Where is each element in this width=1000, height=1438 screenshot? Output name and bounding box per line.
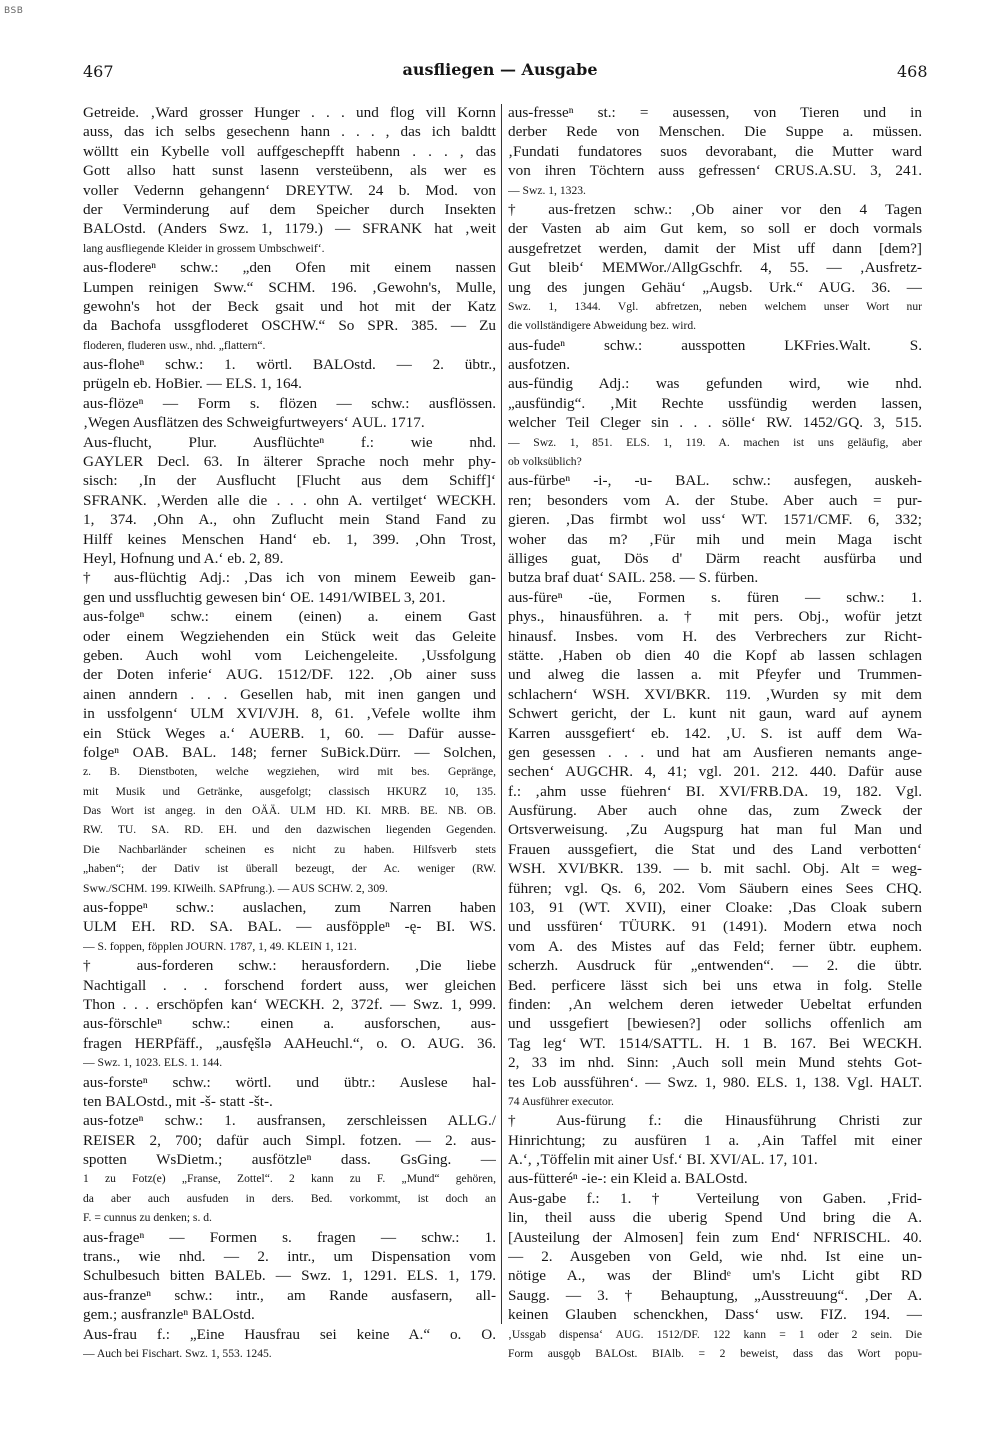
text-line: Bed. perficere lässt sich bei uns etwa in folg. Stelle: [508, 976, 922, 994]
text-line: aus-franzeⁿ schw.: intr., am Rande ausfasern, all-: [83, 1286, 496, 1304]
left-column: [83, 103, 496, 1363]
running-head: ausfliegen — Ausgabe: [402, 60, 598, 79]
text-line: schlachern‘ WSH. XVI/BKR. 119. ‚Wurden sy mit dem: [508, 685, 922, 703]
text-line: aus-foppeⁿ schw.: auslachen, zum Narren haben: [83, 899, 496, 917]
text-line: A.‘, ‚Töffelin mit ainer Usf.‘ BI. XVI/AL. 17, 101.: [508, 1151, 818, 1169]
text-line: der Vasten ab aim Gut kem, so soll er doch vormals: [508, 220, 922, 238]
text-line: wölltt ein Kybelle voll auffgeschepfft habenn . . . , das: [83, 142, 496, 160]
text-line: in ussfolgenn‘ ULM XVI/VJH. 8, 61. ‚Vefele wollte ihm: [83, 705, 496, 723]
text-line: geben. Auch wohl vom Leichengeleite. ‚Ussfolgung: [83, 646, 496, 664]
text-line: Frauen aussgefiert, die Stat und des Land verbotten‘: [508, 840, 922, 858]
text-line: Aus-frau f.: „Eine Hausfrau sei keine A.“ o. O.: [83, 1325, 496, 1343]
text-line: aus-folgeⁿ schw.: einem (einen) a. einem Gast: [83, 608, 496, 626]
text-line: und ussgefiert [bewiesen?] oder sollichs offenlich am: [508, 1015, 922, 1033]
text-line: ob volksüblich?: [508, 455, 582, 469]
text-line: † aus-forderen schw.: herausfordern. ‚Die liebe: [83, 957, 496, 975]
text-line: † aus-flüchtig Adj.: ‚Das ich von minem Eeweib gan-: [83, 569, 496, 587]
library-mark: BSB: [4, 6, 24, 16]
text-line: phys., hinausführen. a. † mit pers. Obj., wofür jetzt: [508, 608, 922, 626]
text-line: [Austeilung der Almosen] fein zum End‘ NFRISCHL. 40.: [508, 1228, 922, 1246]
text-line: von ihren Töchtern auss gefressen‘ CRUS.A.SU. 3, 241.: [508, 162, 922, 180]
page-number-left: 467: [83, 62, 114, 81]
text-line: „haben“; der Dativ ist überall bezeugt, der Ac. weniger (RW.: [83, 862, 496, 876]
column-divider: [501, 104, 502, 1324]
text-line: ‚Wegen Ausflätzen des Schweigfurtweyers‘ AUL. 1717.: [83, 414, 425, 432]
text-line: — Swz. 1, 851. ELS. 1, 119. A. machen ist uns geläufig, aber: [508, 435, 922, 449]
text-line: aus-fresseⁿ st.: = ausessen, von Tieren und in: [508, 104, 922, 121]
text-line: „ausfündig“. ‚Mit Rechte ussfündig werden lassen,: [508, 394, 922, 412]
text-line: ‚Fundati fundatores suos devorabant, die Mutter ward: [508, 142, 922, 160]
text-line: Gott allso hatt sunst lasenn versteübenn, als wer es: [83, 162, 496, 180]
text-line: da Bachofa ussgfloderet OSCHW.“ So SPR. 385. — Zu: [83, 317, 496, 335]
text-line: RW. TU. SA. RD. EH. und den dazwischen liegenden Gegenden.: [83, 823, 496, 837]
text-line: spotten WsDietm.; ausfötzleⁿ dass. GsGing. —: [83, 1151, 496, 1169]
right-column: [508, 103, 922, 1363]
text-line: aus-förschleⁿ schw.: einen a. ausforschen, aus-: [83, 1015, 496, 1033]
text-line: mit Musik und Getränke, ausgefolgt; classisch HKURZ 10, 135.: [83, 784, 496, 798]
text-line: sisch: ‚In der Ausflucht [Flucht aus dem Schiff]‘: [83, 472, 496, 490]
text-line: Sww./SCHM. 199. KIWeilh. SAPfrung.). — AUS SCHW. 2, 309.: [83, 881, 388, 895]
text-line: Thon . . . erschöpfen kan‘ WECKH. 2, 372f. — Swz. 1, 999.: [83, 995, 496, 1013]
text-line: — S. foppen, föpplen JOURN. 1787, 1, 49. KLEIN 1, 121.: [83, 939, 357, 953]
text-line: ausgefretzet werden, damit der Mist uff dann [dem?]: [508, 239, 922, 257]
text-line: — Auch bei Fischart. Swz. 1, 553. 1245.: [83, 1347, 272, 1360]
text-line: WSH. XVI/BKR. 139. — b. mit sachl. Obj. Alt = weg-: [508, 860, 922, 878]
text-line: 2, 33 im nhd. Sinn: ‚Auch soll mein Mund stehts Got-: [508, 1054, 922, 1072]
text-line: voller Vedernn gehangenn‘ DREYTW. 24 b. Mod. von: [83, 181, 496, 199]
text-line: auss, das ich selbs gesechenn hann . . . , das ich baldtt: [83, 123, 496, 141]
text-line: fragen HERPfäff., „ausfęšlə AAHeuchl.“, o. O. AUG. 36.: [83, 1034, 496, 1052]
text-line: aus-fündig Adj.: was gefunden wird, wie nhd.: [508, 375, 922, 393]
text-line: f.: ‚ahm usse füehren‘ BI. XVI/FRB.DA. 19, 182. Vgl.: [508, 782, 922, 800]
text-line: aus-fotzeⁿ schw.: 1. ausfransen, zerschleissen ALLG./: [83, 1112, 496, 1130]
text-line: stätte. ‚Haben ob dien 40 die Kopf ab lassen schlagen: [508, 646, 922, 664]
text-line: aus-frageⁿ — Formen s. fragen — schw.: 1.: [83, 1228, 496, 1246]
text-line: 103, 91 (WT. XVII), einer Cloake: ‚Das Cloak subern: [508, 899, 922, 917]
text-line: sechen‘ AUGCHR. 4, 41; vgl. 201. 212. 440. Dafür ause: [508, 763, 922, 781]
text-line: lin, theil auss die uberig Spend Und bring die A.: [508, 1209, 922, 1227]
text-line: z. B. Dienstboten, welche wegziehen, wird mit bes. Gepränge,: [83, 765, 496, 779]
text-line: ausfotzen.: [508, 356, 570, 374]
text-line: der Doten inferie‘ AUG. 1512/DF. 122. ‚Ob ainer suss: [83, 666, 496, 684]
text-line: älliges guat, Dös d' Därm reacht ausfürba und: [508, 549, 922, 567]
text-line: ULM EH. RD. SA. BAL. — ausföppleⁿ -ę- BI. WS.: [83, 918, 496, 936]
text-line: F. = cunnus zu denken; s. d.: [83, 1211, 212, 1225]
text-line: vom A. des Mistes auf das Feld; ferner übtr. euphem.: [508, 937, 922, 955]
text-line: REISER 2, 700; dafür auch Simpl. fotzen. — 2. aus-: [83, 1131, 496, 1149]
text-line: — Swz. 1, 1023. ELS. 1. 144.: [83, 1056, 223, 1070]
text-line: aus-floheⁿ schw.: 1. wörtl. BALOstd. — 2. übtr.,: [83, 356, 496, 374]
text-line: Die Nachbarländer scheinen es nicht zu haben. Hilfsverb stets: [83, 842, 496, 856]
text-line: floderen, fluderen usw., nhd. „flattern“.: [83, 338, 266, 352]
text-line: welcher Teil Cleger sin . . . sölle‘ RW. 1452/GQ. 3, 515.: [508, 414, 922, 432]
text-line: da aber auch ausfuden in ders. Bed. vorkommt, ist doch an: [83, 1191, 496, 1205]
text-line: lang ausfliegende Kleider in grossem Umbschweif‘.: [83, 241, 325, 255]
text-line: Swz. 1, 1344. Vgl. abfretzen, neben welchem unser Wort nur: [508, 299, 922, 313]
text-line: Ausfürung. Aber auch ohne das, zum Zweck der: [508, 802, 922, 820]
text-line: aus-füreⁿ -üe, Formen s. füren — schw.: 1.: [508, 588, 922, 606]
text-line: gen und ussfluchtig gewesen bin‘ OE. 1491/WIBEL 3, 201.: [83, 588, 446, 606]
text-line: Das Wort ist angeg. in den OÄÄ. ULM HD. KI. MRB. BE. NB. OB.: [83, 804, 496, 818]
text-line: † aus-fretzen schw.: ‚Ob ainer vor den 4 Tagen: [508, 200, 922, 218]
text-line: Gut bleib‘ MEMWor./AllgGschfr. 4, 55. — ‚Ausfretz-: [508, 259, 922, 277]
text-line: Tag leg‘ WT. 1514/SATTL. H. 1 B. 167. Bei WECKH.: [508, 1034, 922, 1052]
text-line: tes Lob aussführen‘. — Swz. 1, 980. ELS. 1, 138. Vgl. HALT.: [508, 1073, 922, 1091]
text-line: GAYLER Decl. 63. In älterer Sprache noch mehr phy-: [83, 453, 496, 471]
text-line: Heyl, Hofnung und A.‘ eb. 2, 89.: [83, 549, 284, 567]
text-line: woher das m? ‚Für mih und mein Maga ischt: [508, 530, 922, 548]
text-line: Saugg. — 3. † Behauptung, „Ausstreuung“. ‚Der A.: [508, 1286, 922, 1304]
text-line: 1 zu Fotz(e) „Franse, Zottel“. 2 kann zu F. „Mund“ gehören,: [83, 1172, 496, 1186]
text-line: Aus-gabe f.: 1. † Verteilung von Gaben. ‚Frid-: [508, 1189, 922, 1207]
text-line: † Aus-fürung f.: die Hinausführung Christi zur: [508, 1112, 922, 1130]
text-line: die vollständigere Abweidung bez. wird.: [508, 319, 697, 333]
text-line: Ortsverweisung. ‚Zu Augspurg hat man ful Man und: [508, 821, 922, 839]
text-line: Schwert gericht, der L. kunt nit gaun, ward auf aynem: [508, 705, 922, 723]
text-line: butza braf duat‘ SAIL. 258. — S. fürben.: [508, 569, 759, 587]
text-line: Getreide. ‚Ward grosser Hunger . . . und flog vill Kornn: [83, 104, 496, 121]
text-line: oder einem Wegziehenden ein Stück weit das Geleite: [83, 627, 496, 645]
text-line: und ussfüren‘ TÜURK. 91 (1491). Modern etwa noch: [508, 918, 922, 936]
text-line: Hinrichtung; zu ausfüren 1 a. ‚Ain Taffel mit einer: [508, 1131, 922, 1149]
text-line: scherzh. Ausdruck für „entwenden“. — 2. die übtr.: [508, 957, 922, 975]
text-line: Karren aussgefiert‘ eb. 142. ‚U. S. ist auff dem Wa-: [508, 724, 922, 742]
text-line: keinen Glauben schenckhen, Dass‘ usw. FIZ. 194. —: [508, 1306, 922, 1324]
text-line: ‚Ussgab dispensa‘ AUG. 1512/DF. 122 kann = 1 oder 2 sein. Die: [508, 1327, 922, 1341]
text-line: gem.; ausfranzleⁿ BALOstd.: [83, 1306, 255, 1324]
text-line: aus-fudeⁿ schw.: ausspotten LKFries.Walt. S.: [508, 336, 922, 354]
text-line: Aus-flucht, Plur. Ausflüchteⁿ f.: wie nhd.: [83, 433, 496, 451]
text-line: — 2. Ausgeben von Geld, wie nhd. Ist eine un-: [508, 1248, 922, 1266]
text-line: ren; besonders vom A. der Stube. Aber auch = pur-: [508, 491, 922, 509]
text-line: und alweg die lassen a. mit Pfeyfer und Trummen-: [508, 666, 922, 684]
text-line: aus-fütteréⁿ -ie-: ein Kleid a. BALOstd.: [508, 1170, 748, 1188]
text-line: Nachtigall . . . forschend fordert auss, wer gleichen: [83, 976, 496, 994]
text-line: nötige A., was der Blindᵉ um's Licht gibt RD: [508, 1267, 922, 1285]
text-line: gewohn's hot der Beck gsait und hot mit der Katz: [83, 297, 496, 315]
text-line: aus-flözeⁿ — Form s. flözen — schw.: ausflössen.: [83, 394, 496, 412]
text-line: folgeⁿ OAB. BAL. 148; ferner SuBick.Dürr. — Solchen,: [83, 743, 496, 761]
text-line: Form ausgǫb BALOst. BIAlb. = 2 beweist, dass das Wort popu-: [508, 1347, 922, 1360]
text-line: Hilff keines Menschen Hand‘ eb. 1, 399. ‚Ohn Trost,: [83, 530, 496, 548]
text-line: aus-flodereⁿ schw.: „den Ofen mit einem nassen: [83, 259, 496, 277]
text-line: ainen anndern . . . Gesellen hab, mit inen gangen und: [83, 685, 496, 703]
text-line: 74 Ausführer executor.: [508, 1094, 614, 1108]
text-line: trans., wie nhd. — 2. intr., um Dispensation vom: [83, 1248, 496, 1266]
text-line: BALOstd. (Anders Swz. 1, 1179.) — SFRANK hat ‚weit: [83, 220, 496, 238]
text-line: gen gesessen . . . und hat am Ausfieren nemants ange-: [508, 743, 922, 761]
text-line: Lumpen reinigen Sww.“ SCHM. 196. ‚Gewohn's, Mulle,: [83, 278, 496, 296]
text-line: derber Rede von Menschen. Die Suppe a. müssen.: [508, 123, 922, 141]
text-line: führen; vgl. Qs. 6, 202. Vom Säubern eines Sees CHQ.: [508, 879, 922, 897]
text-line: hinausf. Insbes. vom H. des Verbrechers zur Richt-: [508, 627, 922, 645]
text-line: aus-fürbeⁿ -i-, -u- BAL. schw.: ausfegen, auskeh-: [508, 472, 922, 490]
text-line: aus-forsteⁿ schw.: wörtl. und übtr.: Auslese hal-: [83, 1073, 496, 1091]
text-line: Schulbesuch bitten BALEb. — Swz. 1, 1291. ELS. 1, 179.: [83, 1267, 496, 1285]
text-line: — Swz. 1, 1323.: [508, 183, 586, 197]
text-line: finden: ‚An welchem deren ietweder Uebeltat erfunden: [508, 995, 922, 1013]
text-line: gieren. ‚Das firmbt wol uss‘ WT. 1571/CMF. 6, 332;: [508, 511, 922, 529]
page-number-right: 468: [897, 62, 928, 81]
text-line: ung des jungen Gehäu‘ „Augsb. Urk.“ AUG. 36. —: [508, 278, 922, 296]
text-line: der Verminderung auf dem Speicher durch Insekten: [83, 200, 496, 218]
text-line: prügeln eb. HoBier. — ELS. 1, 164.: [83, 375, 302, 393]
text-line: 1, 374. ‚Ohn A., ohn Zuflucht mein Stand Fand zu: [83, 511, 496, 529]
text-line: ein Stück Weges a.‘ AUERB. 1, 60. — Dafür ausse-: [83, 724, 496, 742]
text-line: SFRANK. ‚Werden alle die . . . ohn A. vertilget‘ WECKH.: [83, 491, 496, 509]
text-line: ten BALOstd., mit -š- statt -št-.: [83, 1092, 273, 1110]
